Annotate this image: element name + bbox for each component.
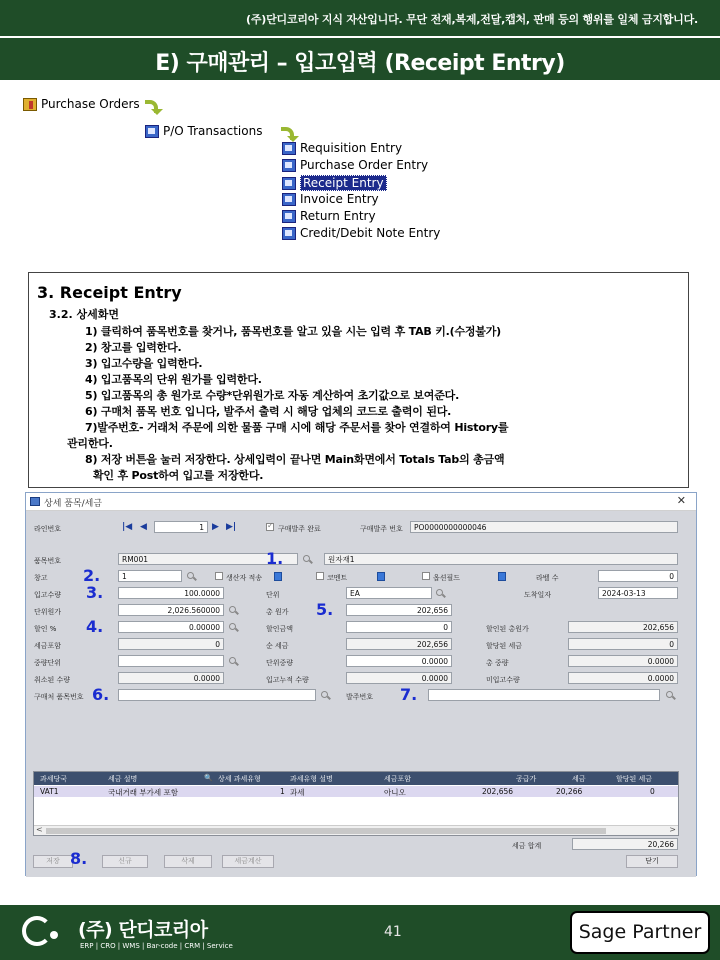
search-icon[interactable]: 🔍 bbox=[204, 774, 213, 782]
last-record-button[interactable]: ▶| bbox=[226, 522, 237, 532]
scroll-left-icon[interactable]: < bbox=[36, 825, 43, 834]
tree-label: Requisition Entry bbox=[300, 141, 403, 155]
marker-8: 8. bbox=[70, 849, 88, 868]
unit-cost-label: 단위원가 bbox=[34, 608, 62, 616]
total-cost-input[interactable]: 202,656 bbox=[346, 604, 452, 616]
tree-label: Return Entry bbox=[300, 209, 376, 223]
discount-amt-input[interactable]: 0 bbox=[346, 621, 452, 633]
unit-input[interactable]: EA bbox=[346, 587, 432, 599]
cell-tax-authority: VAT1 bbox=[40, 787, 59, 796]
receipt-cum-field: 0.0000 bbox=[346, 672, 452, 684]
comment-icon[interactable] bbox=[377, 572, 385, 581]
desc-line-7-cont: 관리한다. bbox=[67, 437, 113, 450]
warehouse-input[interactable]: 1 bbox=[118, 570, 182, 582]
tax-included-label: 세금포함 bbox=[34, 642, 62, 650]
col-tax[interactable]: 세금 bbox=[572, 775, 586, 783]
unit-cost-search-icon[interactable] bbox=[229, 606, 238, 615]
tree-item-credit-debit-note-entry[interactable] bbox=[282, 226, 440, 240]
tax-total-field: 20,266 bbox=[572, 838, 678, 850]
po-no-label: 구매발주 번호 bbox=[360, 525, 403, 533]
cell-alloc-tax: 0 bbox=[650, 787, 655, 796]
tree-label: P/O Transactions bbox=[163, 124, 263, 138]
cell-base-amount: 202,656 bbox=[482, 787, 514, 796]
tree-item-purchase-order-entry[interactable] bbox=[282, 158, 428, 172]
desc-line-5: 5) 입고품목의 총 원가로 수량*단위원가로 자동 계산하여 초기값으로 보여준다. bbox=[85, 389, 460, 402]
unit-weight-label: 단위중량 bbox=[266, 659, 294, 667]
comment-label: 코멘트 bbox=[327, 574, 348, 582]
col-tax-included[interactable]: 세금포함 bbox=[384, 775, 412, 783]
dialog-body bbox=[26, 511, 696, 877]
tree-label: Invoice Entry bbox=[300, 192, 379, 206]
page-number: 41 bbox=[384, 924, 402, 940]
window-icon bbox=[282, 159, 296, 172]
close-button[interactable]: 닫기 bbox=[626, 855, 678, 868]
outstanding-qty-label: 미입고수량 bbox=[486, 676, 520, 684]
tree-item-po-transactions[interactable] bbox=[145, 124, 262, 138]
cell-tax: 20,266 bbox=[556, 787, 583, 796]
company-tagline: ERP | CRO | WMS | Bar-code | CRM | Service bbox=[80, 942, 233, 950]
header-banner bbox=[0, 0, 720, 80]
grid-scrollbar[interactable] bbox=[34, 825, 678, 835]
tax-included-field: 0 bbox=[118, 638, 224, 650]
col-tax-class[interactable]: 상세 과세유형 bbox=[218, 775, 261, 783]
discount-amt-label: 할인금액 bbox=[266, 625, 294, 633]
folder-icon bbox=[23, 98, 37, 111]
company-name: (주) 단디코리아 bbox=[78, 919, 208, 941]
header-divider bbox=[0, 36, 720, 38]
window-icon bbox=[145, 125, 159, 138]
footer bbox=[0, 903, 720, 960]
total-weight-field: 0.0000 bbox=[568, 655, 678, 667]
delete-button[interactable]: 삭제 bbox=[164, 855, 212, 868]
desc-line-7: 7)발주번호- 거래처 주문에 의한 물품 구매 시에 해당 주문서를 찾아 연결하여 History를 bbox=[85, 421, 509, 434]
optional-field-checkbox[interactable] bbox=[422, 572, 430, 580]
line-no-input[interactable]: 1 bbox=[154, 521, 208, 533]
desc-line-8-cont: 확인 후 Post하여 입고를 저장한다. bbox=[93, 469, 264, 482]
col-tax-authority[interactable]: 과세당국 bbox=[40, 775, 68, 783]
marker-3: 3. bbox=[86, 583, 104, 602]
optional-field-icon[interactable] bbox=[498, 572, 506, 581]
desc-line-4: 4) 입고품목의 단위 원가를 입력한다. bbox=[85, 373, 262, 386]
section-subtitle: 3.2. 상세화면 bbox=[49, 308, 119, 321]
label-count-input[interactable]: 0 bbox=[598, 570, 678, 582]
receipt-cum-label: 입고누적 수량 bbox=[266, 676, 309, 684]
window-icon bbox=[282, 210, 296, 223]
cell-tax-class: 1 bbox=[280, 787, 285, 796]
warehouse-search-icon[interactable] bbox=[187, 572, 196, 581]
alloc-tax-field: 0 bbox=[568, 638, 678, 650]
window-icon bbox=[282, 193, 296, 206]
unit-label: 단위 bbox=[266, 591, 280, 599]
weight-unit-search-icon[interactable] bbox=[229, 657, 238, 666]
marker-7: 7. bbox=[400, 685, 418, 704]
warehouse-label: 창고 bbox=[34, 574, 48, 582]
tree-item-receipt-entry[interactable] bbox=[282, 175, 387, 191]
window-icon bbox=[282, 142, 296, 155]
calc-tax-button[interactable]: 세금계산 bbox=[222, 855, 274, 868]
cancel-qty-field: 0.0000 bbox=[118, 672, 224, 684]
close-icon[interactable]: ✕ bbox=[676, 494, 686, 507]
line-no-label: 라인번호 bbox=[34, 525, 62, 533]
tree-item-return-entry[interactable] bbox=[282, 209, 376, 223]
vendor-item-input[interactable] bbox=[118, 689, 316, 701]
tree-item-purchase-orders[interactable] bbox=[23, 97, 140, 111]
optional-field-label: 옵션필드 bbox=[433, 574, 461, 582]
expand-arrow-icon bbox=[143, 98, 161, 114]
detail-dialog bbox=[25, 492, 697, 876]
outstanding-qty-field: 0.0000 bbox=[568, 672, 678, 684]
marker-6: 6. bbox=[92, 685, 110, 704]
cell-tax-included: 아니오 bbox=[384, 788, 406, 797]
discount-pct-input[interactable]: 0.00000 bbox=[118, 621, 224, 633]
window-icon bbox=[282, 177, 296, 190]
comment-checkbox[interactable] bbox=[316, 572, 324, 580]
desc-line-8: 8) 저장 버튼을 눌러 저장한다. 상세입력이 끝나면 Main화면에서 Totals Tab의 총금액 bbox=[85, 453, 505, 466]
item-no-label: 품목번호 bbox=[34, 557, 62, 565]
page-title: E) 구매관리 – 입고입력 (Receipt Entry) bbox=[155, 51, 565, 76]
company-logo-icon bbox=[18, 913, 68, 949]
new-button[interactable]: 신규 bbox=[102, 855, 148, 868]
total-cost-label: 총 원가 bbox=[266, 608, 289, 616]
discount-search-icon[interactable] bbox=[229, 623, 238, 632]
section-title: 3. Receipt Entry bbox=[37, 283, 182, 302]
net-tax-label: 순 세금 bbox=[266, 642, 289, 650]
item-desc-field: 원자재1 bbox=[324, 553, 678, 565]
po-no-field: PO0000000000046 bbox=[410, 521, 678, 533]
cancel-qty-label: 취소된 수량 bbox=[34, 676, 71, 684]
expand-arrow-icon bbox=[279, 125, 297, 141]
marker-1: 1. bbox=[266, 549, 284, 568]
vendor-item-search-icon[interactable] bbox=[321, 691, 330, 700]
unit-cost-input[interactable]: 2,026.560000 bbox=[118, 604, 224, 616]
qty-input[interactable]: 100.0000 bbox=[118, 587, 224, 599]
dialog-title: 상세 품목/세금 bbox=[44, 499, 103, 509]
po-complete-label: 구매발주 완료 bbox=[278, 525, 321, 533]
detail-icon[interactable] bbox=[274, 572, 282, 581]
cell-tax-class-desc: 과세 bbox=[290, 788, 305, 797]
arrival-date-label: 도착일자 bbox=[524, 591, 552, 599]
production-checkbox[interactable] bbox=[215, 572, 223, 580]
arrival-date-input[interactable]: 2024-03-13 bbox=[598, 587, 678, 599]
copyright-notice: (주)단디코리아 지식 자산입니다. 무단 전재,복제,전달,캡처, 판매 등의 행위를 일체 금지합니다. bbox=[246, 13, 698, 26]
weight-unit-label: 중량단위 bbox=[34, 659, 62, 667]
tax-grid bbox=[33, 771, 679, 836]
tree-item-requisition-entry[interactable] bbox=[282, 141, 402, 155]
discounted-total-label: 할인된 총원가 bbox=[486, 625, 529, 633]
tree-item-invoice-entry[interactable] bbox=[282, 192, 379, 206]
tax-total-label: 세금 합계 bbox=[512, 842, 542, 850]
tree-label: Purchase Orders bbox=[41, 97, 140, 111]
alloc-tax-label: 할당된 세금 bbox=[486, 642, 523, 650]
item-no-field: RM001 bbox=[118, 553, 298, 565]
net-tax-field: 202,656 bbox=[346, 638, 452, 650]
save-button[interactable]: 저장 bbox=[33, 855, 73, 868]
order-no-label: 발주번호 bbox=[346, 693, 374, 701]
desc-line-1: 1) 클릭하여 품목번호를 찾거나, 품목번호를 알고 있을 시는 입력 후 TAB 키.(수정불가) bbox=[85, 325, 501, 338]
total-weight-label: 총 중량 bbox=[486, 659, 509, 667]
item-search-icon[interactable] bbox=[303, 555, 312, 564]
label-count-label: 라벨 수 bbox=[536, 574, 559, 582]
marker-4: 4. bbox=[86, 617, 104, 636]
order-no-input[interactable] bbox=[428, 689, 660, 701]
weight-unit-input[interactable] bbox=[118, 655, 224, 667]
scroll-right-icon[interactable]: > bbox=[669, 825, 676, 834]
desc-line-2: 2) 창고를 입력한다. bbox=[85, 341, 182, 354]
first-record-button[interactable]: |◀ bbox=[122, 522, 133, 532]
dialog-titlebar bbox=[26, 493, 696, 511]
tree-label: Credit/Debit Note Entry bbox=[300, 226, 441, 240]
window-icon bbox=[30, 497, 40, 506]
scroll-thumb[interactable] bbox=[46, 828, 606, 834]
next-record-button[interactable]: ▶ bbox=[212, 522, 219, 532]
production-label: 생산자 적송 bbox=[226, 574, 263, 582]
desc-line-6: 6) 구매처 품목 번호 입니다, 발주서 출력 시 해당 업체의 코드로 출력이 된다. bbox=[85, 405, 452, 418]
window-icon bbox=[282, 227, 296, 240]
tree-label: Purchase Order Entry bbox=[300, 158, 429, 172]
prev-record-button[interactable]: ◀ bbox=[140, 522, 147, 532]
desc-line-3: 3) 입고수량을 입력한다. bbox=[85, 357, 203, 370]
grid-header bbox=[34, 772, 678, 785]
col-tax-desc[interactable]: 세금 설명 bbox=[108, 775, 138, 783]
table-row[interactable] bbox=[34, 786, 678, 797]
description-box bbox=[28, 272, 689, 488]
discount-pct-label: 할인 % bbox=[34, 625, 57, 633]
tree-label: Receipt Entry bbox=[300, 175, 387, 191]
col-alloc-tax[interactable]: 할당된 세금 bbox=[616, 775, 653, 783]
col-base-amount[interactable]: 공급가 bbox=[516, 775, 537, 783]
marker-2: 2. bbox=[83, 566, 101, 585]
unit-search-icon[interactable] bbox=[436, 589, 445, 598]
order-no-search-icon[interactable] bbox=[666, 691, 675, 700]
po-complete-checkbox[interactable] bbox=[266, 523, 274, 531]
qty-label: 입고수량 bbox=[34, 591, 62, 599]
sage-partner-logo: Sage Partner bbox=[570, 911, 710, 954]
cell-tax-desc: 국내거래 부가세 포함 bbox=[108, 788, 178, 797]
vendor-item-label: 구매처 품목번호 bbox=[34, 693, 84, 701]
col-tax-class-desc[interactable]: 과세유형 설명 bbox=[290, 775, 333, 783]
discounted-total-field: 202,656 bbox=[568, 621, 678, 633]
unit-weight-input[interactable]: 0.0000 bbox=[346, 655, 452, 667]
footer-divider bbox=[0, 903, 720, 905]
marker-5: 5. bbox=[316, 600, 334, 619]
